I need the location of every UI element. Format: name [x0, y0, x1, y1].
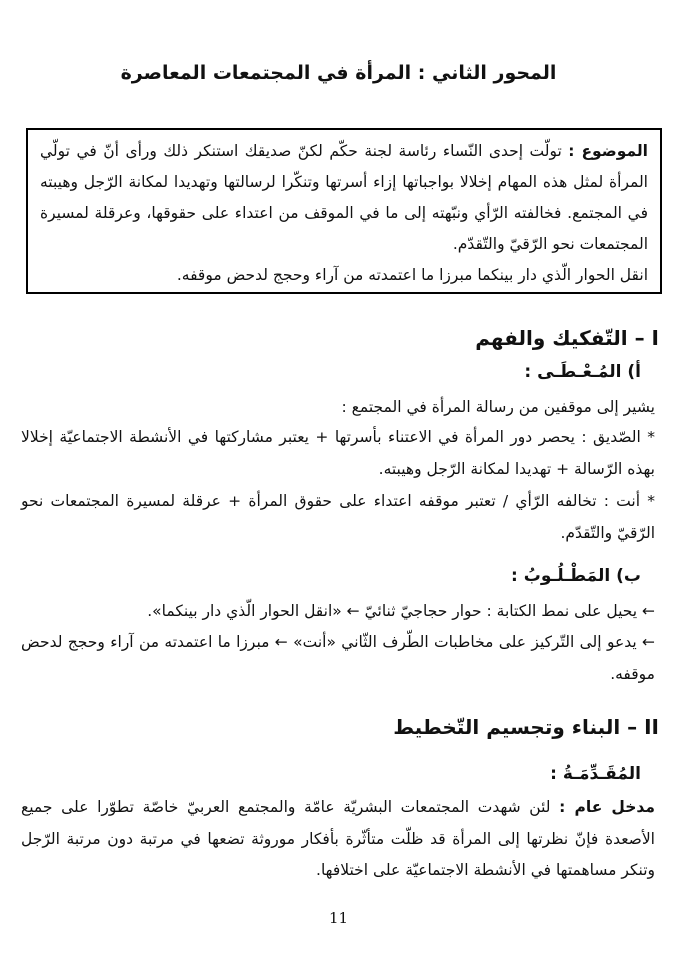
topic-task: انقل الحوار الّذي دار بينكما مبرزا ما اعتمدته من آراء وحجج لدحض موقفه. — [176, 266, 648, 284]
topic-text: تولّت إحدى النّساء رئاسة لجنة حكّم لكنّ صديقك استنكر ذلك ورأى أنّ في تولّي المرأة لمثل هذه المهام إخلالا بواجباتها إزاء أسرتها وتنكّرا لرسالتها وتهديدا لمكانة الرّجل وهيبته في المجتمع. فخالفته الرّأي ونبّهته إلى ما في الموقف من اعتداء على حقوقها، وعرقلة لمسيرة المجتمعات نحو الرّقيّ والتّقدّم. — [40, 142, 648, 253]
topic-label: الموضوع : — [568, 142, 648, 160]
general-entry-label: مدخل عام : — [559, 798, 655, 816]
required-heading: ب) المَطْـلُـوبُ : — [511, 566, 641, 586]
friend-position: * الصّديق : يحصر دور المرأة في الاعتناء بأسرتها + يعتبر مشاركتها في الأنشطة الاجتماعيّة إخلالا بهذه الرّسالة + تهديدا لمكانة الرّجل وهيبته. — [21, 428, 655, 478]
page-number: 11 — [328, 909, 349, 927]
page-title: المحور الثاني : المرأة في المجتمعات المعاصرة — [120, 62, 557, 84]
introduction-paragraph — [21, 792, 655, 887]
section-heading-construction: II – البناء وتجسيم التّخطيط — [393, 715, 659, 739]
given-intro: يشير إلى موقفين من رسالة المرأة في المجتمع : — [341, 398, 655, 416]
general-entry-text: لئن شهدت المجتمعات البشريّة عامّة والمجتمع العربيّ خاصّة تطوّرا على جميع الأصعدة فإنّ نظرتها إلى المرأة قد ظلّت متأثّرة بأفكار موروثة تضعها في مرتبة دون مرتبة الرّجل وتنكر مساهمتها في الأنشطة الاجتماعيّة على اختلافها. — [21, 798, 655, 879]
your-position: * أنت : تخالفه الرّأي / تعتبر موقفه اعتداء على حقوق المرأة + عرقلة لمسيرة المجتمعات نحو الرّقيّ والتّقدّم. — [21, 492, 655, 542]
required-item-1: ← يحيل على نمط الكتابة : حوار حجاجيّ ثنائيّ ← «انقل الحوار الّذي دار بينكما». — [147, 602, 655, 620]
section-heading-analysis: I – التّفكيك والفهم — [475, 326, 659, 350]
topic-box — [26, 128, 662, 294]
required-item-2: ← يدعو إلى التّركيز على مخاطبات الطّرف الثّاني «أنت» ← مبرزا ما اعتمدته من آراء وحجج لدحض موقفه. — [21, 633, 655, 683]
introduction-heading: المُقَـدِّمَـةُ : — [550, 764, 641, 784]
given-heading: أ) المُـعْـطَـى : — [524, 362, 641, 382]
